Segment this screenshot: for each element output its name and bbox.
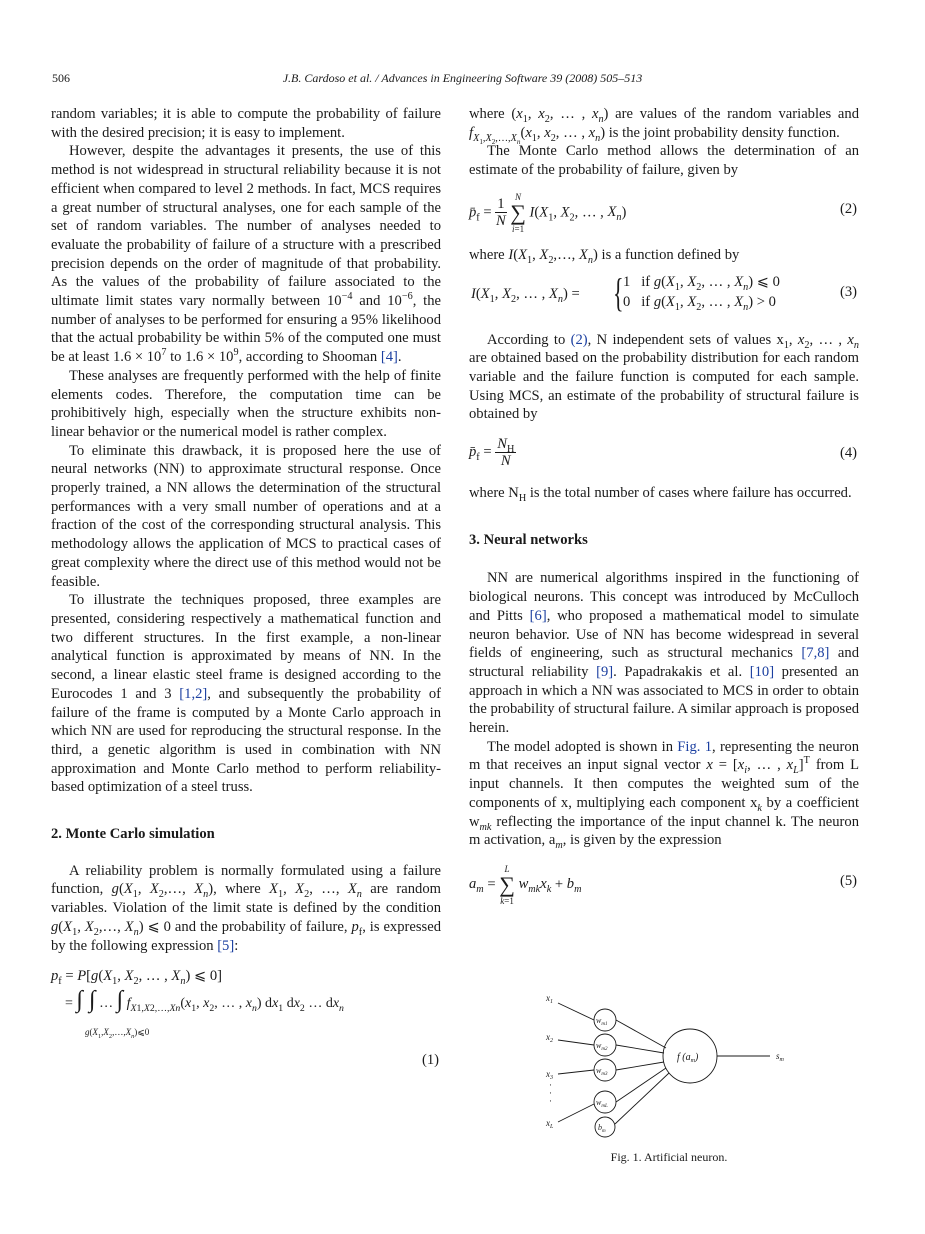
- running-title: J.B. Cardoso et al. / Advances in Engineering Software 39 (2008) 505–513: [282, 71, 643, 85]
- equation-2: $p̄_f$ = $\frac{1}{N}$ N ∑ i=1 $I(X_1$, $X_2$, … , $X_n$) (2): [469, 191, 857, 234]
- paragraph: where $N_H$ is the total number of cases where failure has occurred.: [469, 485, 852, 504]
- section-heading: 3. Neural networks: [469, 531, 588, 548]
- paragraph: To eliminate this drawback, it is proposed here the use of neural networks (NN) to approximate structural response. Once properly trained, a NN allows the determination of the structural performances with a very small number of operations and at a fraction of the cost of the corresponding structural analysis. This methodology allows the application of MCS to practical cases of great complexity where the direct use of this method would not be feasible.: [51, 442, 441, 590]
- paragraph: where $I(X_1$, $X_2,\dots$, $X_n$) is a function defined by: [469, 246, 740, 266]
- activation-label: f $(a_m)$: [677, 1052, 699, 1064]
- artificial-neuron-figure: [538, 988, 798, 1148]
- equation-number: (2): [839, 200, 857, 217]
- paragraph: A reliability problem is normally formulated using a failure function, $g(X_1$, $X_2,\dots$, $X_n$), where $X_1$, $X_2$, …, $X_n$ are random variables. Violation of the limit state is defined by the condition $g(X_1$, $X_2,\dots$, $X_n$) ⩽ 0 and the probability of failure, $p_f$, is expressed by the following expression [5]:: [51, 862, 441, 954]
- weight-label: $w_{m2}$: [596, 1041, 608, 1052]
- equation-number: (1): [421, 1052, 439, 1069]
- output-label: $s_m$: [776, 1051, 784, 1063]
- citation-link[interactable]: [6]: [529, 607, 547, 624]
- svg-text:·: ·: [549, 1080, 552, 1090]
- paragraph: The Monte Carlo method allows the determination of an estimate of the probability of failure, given by: [469, 143, 859, 179]
- weight-label: $w_{m1}$: [596, 1016, 608, 1027]
- paragraph: According to (2), N independent sets of values $x_1$, $x_2$, … , $x_n$ are obtained based on the probability distribution for each random variable and the failure function is computed for each sample. Using MCS, an estimate of the probability of structural failure is obtained by: [469, 331, 859, 423]
- input-label-x1: $x_1$: [546, 993, 553, 1005]
- left-column: [51, 105, 441, 1077]
- input-label-xl: $x_L$: [546, 1118, 554, 1130]
- paragraph: NN are numerical algorithms inspired in the functioning of biological neurons. This concept was introduced by McCulloch and Pitts [6], who proposed a mathematical model to simulate neuron behavior. Use of NN has become widespread in several fields of engineering, such as structural mechanics [7,8] and structural reliability [9]. Papadrakakis et al. [10] presented an approach in which a NN was associated to MCS in order to obtain the probability of structural failure. A similar approach is proposed herein.: [469, 570, 859, 737]
- equation-3: $I(X_1$, $X_2$, … , $X_n$) = { 1 if $g(X_1$, $X_2$, … , $X_n$) ⩽ 0 0 if $g(X_1$, $X_2$, … , $X_n) > 0$ (3): [471, 269, 857, 315]
- page-number: 506: [52, 71, 70, 85]
- equation-1: $p_f = P[g(X_1$, $X_2$, … , $X_n$) ⩽ 0] = ∫ ∫ … ∫ $f_{X1,X2,\dots,Xn}(x_1$, $x_2$, … , $x_n$) $dx_1$ $dx_2$ … $dx_n$ $g(X_1,X_2,\dots,X_n)⩽0$ (1): [51, 968, 439, 1069]
- equation-number: (4): [839, 445, 857, 462]
- equation-number: (5): [839, 872, 857, 889]
- citation-link[interactable]: [1,2]: [179, 685, 208, 702]
- citation-link[interactable]: (2): [570, 331, 588, 348]
- equation-5: $a_m$ = L ∑ k=1 $w_{mk}x_k + b_m$ (5): [469, 863, 857, 906]
- paragraph: These analyses are frequently performed with the help of finite elements codes. Therefore, the computation time can be prohibitively high, especially when the structure exhibits non-linear behavior or the numerical model is rather complex.: [51, 367, 441, 440]
- citation-link[interactable]: [7,8]: [801, 645, 830, 662]
- equation-number: (3): [839, 283, 857, 300]
- paragraph: However, despite the advantages it presents, the use of this method is not widespread in structural reliability because it is not efficient when compared to level 2 methods. In fact, MCS requires a great number of structural analyses, one for each sample of the set of random variables. The number of analyses needed to evaluate the probability of failure of a structure with a prescribed precision depends on the order of magnitude of that probability. As the values of the probability of failure associated to the ultimate limit states vary normally between $10^{-4}$ and $10^{-6}$, the number of analyses to be performed for ensuring a 95% likelihood that the actual probability be within 5% of the computed one must be at least $1.6 \times 10^7$ to $1.6 \times 10^9$, according to Shooman [4].: [51, 143, 441, 366]
- paragraph: where ($x_1$, $x_2$, … , $x_n$) are values of the random variables and $f_{X_1,X_2,\dots,X_n}(x_1$, $x_2$, … , $x_n$) is the joint probability density function.: [469, 106, 859, 146]
- bias-label: $b_m$: [598, 1123, 606, 1134]
- svg-text:·: ·: [549, 1096, 552, 1106]
- citation-link[interactable]: [9]: [596, 663, 614, 680]
- paragraph: To illustrate the techniques proposed, three examples are presented, considering respectively a mathematical function and two different structures. In the first example, a non-linear analytical function is approximated by means of NN. In the second, a linear elastic steel frame is designed according to the Eurocodes 1 and 3 [1,2], and subsequently the probability of failure of the frame is computed by a Monte Carlo approach in which NN are used for reproducing the structural response. In the third, a genetic algorithm is used in combination with NN approximation and Monte Carlo method to perform reliability-based optimization of a steel truss.: [51, 592, 441, 796]
- citation-link[interactable]: [10]: [749, 663, 775, 680]
- weight-label: $w_{mL}$: [596, 1098, 608, 1109]
- citation-link[interactable]: [4]: [380, 349, 398, 366]
- figure-caption: Fig. 1. Artificial neuron.: [610, 1150, 728, 1164]
- right-column: [469, 105, 859, 906]
- input-label-x3: $x_3$: [546, 1069, 553, 1081]
- paragraph: random variables; it is able to compute the probability of failure with the desired precision; it is easy to implement.: [51, 106, 441, 141]
- citation-link[interactable]: [5]: [217, 937, 235, 954]
- section-heading: 2. Monte Carlo simulation: [51, 826, 215, 843]
- weight-label: $w_{m3}$: [596, 1066, 608, 1077]
- input-label-x2: $x_2$: [546, 1032, 553, 1044]
- page-header: [52, 71, 873, 89]
- paragraph: The model adopted is shown in Fig. 1, representing the neuron m that receives an input signal vector $x = [x_i$, … , $x_L]^T$ from L input channels. It then computes the weighted sum of the components of x, multiplying each component $x_k$ by a coefficient $w_{mk}$ reflecting the importance of the input channel k. The neuron m activation, $a_m$, is given by the expression: [469, 738, 859, 852]
- svg-text:·: ·: [549, 1088, 552, 1098]
- figure-link[interactable]: Fig. 1: [677, 738, 712, 755]
- equation-4: $p̄_f$ = $\frac{N_H}{N}$ (4): [469, 436, 857, 470]
